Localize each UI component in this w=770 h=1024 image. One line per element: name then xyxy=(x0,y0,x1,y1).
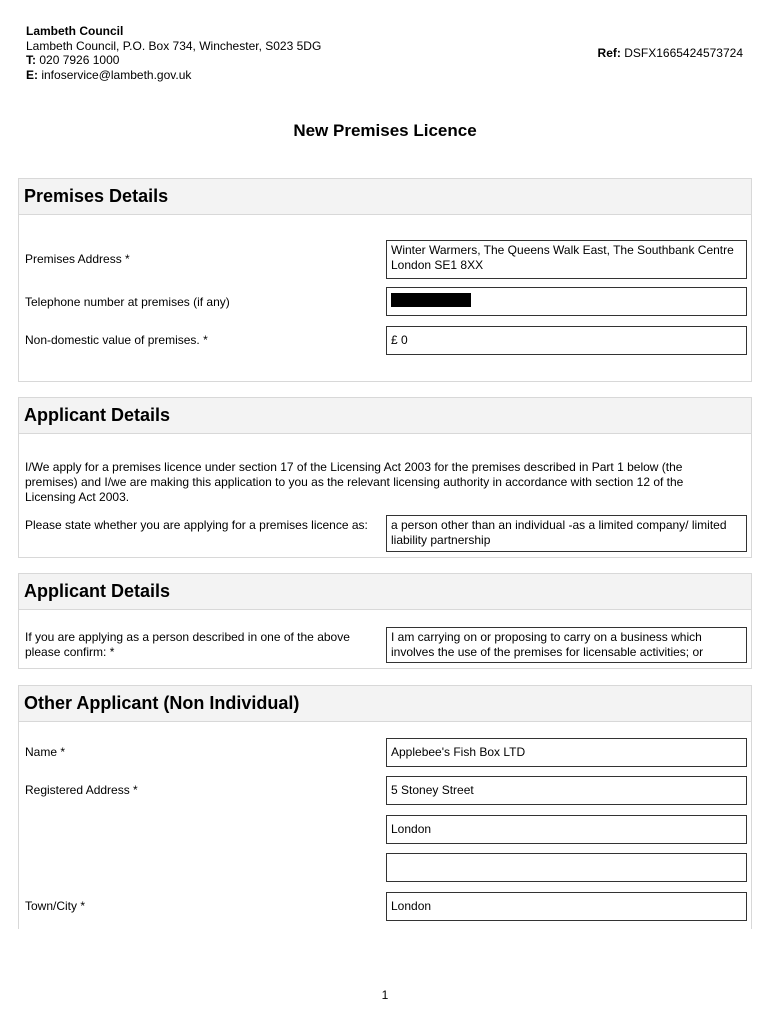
premises-phone-label: Telephone number at premises (if any) xyxy=(25,295,230,309)
section-heading: Premises Details xyxy=(19,179,751,215)
premises-address-label: Premises Address * xyxy=(25,252,130,266)
confirm-field[interactable]: I am carrying on or proposing to carry on a business which involves the use of the premises for licensable activities; or xyxy=(386,627,747,663)
premises-value-field[interactable]: £ 0 xyxy=(386,326,747,355)
other-applicant-section xyxy=(18,685,752,945)
registered-address-label: Registered Address * xyxy=(25,783,138,797)
name-label: Name * xyxy=(25,745,66,759)
council-header xyxy=(26,24,321,82)
premises-address-field[interactable]: Winter Warmers, The Queens Walk East, The Southbank Centre London SE1 8XX xyxy=(386,240,747,279)
confirm-label: If you are applying as a person described in one of the above please confirm: * xyxy=(25,630,350,659)
registered-address-line3-field[interactable] xyxy=(386,853,747,882)
ref-number: DSFX1665424573724 xyxy=(624,46,743,60)
application-intro-text: I/We apply for a premises licence under section 17 of the Licensing Act 2003 for the premises described in Part 1 below (the premises) and I/we are making this application to you as the relevant licensing authority in accordance with section 12 of the Licensing Act 2003. xyxy=(25,460,684,504)
ref-label: Ref: xyxy=(597,46,621,60)
registered-address-line2-field[interactable]: London xyxy=(386,815,747,844)
phone-label: T: xyxy=(26,53,36,67)
reference xyxy=(598,46,743,60)
page-cut xyxy=(18,929,752,949)
org-email[interactable]: infoservice@lambeth.gov.uk xyxy=(41,67,192,82)
org-name: Lambeth Council xyxy=(26,24,124,38)
registered-address-line1-field[interactable]: 5 Stoney Street xyxy=(386,776,747,805)
town-city-label: Town/City * xyxy=(25,899,86,913)
org-phone: 020 7926 1000 xyxy=(39,53,120,67)
applicant-details-section xyxy=(18,397,752,558)
applicant-details-confirm-section xyxy=(18,573,752,669)
town-city-field[interactable]: London xyxy=(386,892,747,921)
org-phone-line xyxy=(26,53,321,68)
premises-value-label: Non-domestic value of premises. * xyxy=(25,333,208,347)
page-number: 1 xyxy=(381,988,389,1002)
applying-as-label: Please state whether you are applying for a premises licence as: xyxy=(25,518,368,532)
email-label: E: xyxy=(26,67,38,82)
premises-details-section xyxy=(18,178,752,382)
applying-as-field[interactable]: a person other than an individual -as a limited company/ limited liability partnership xyxy=(386,515,747,552)
org-email-line xyxy=(26,68,321,83)
name-field[interactable]: Applebee's Fish Box LTD xyxy=(386,738,747,767)
section-heading: Applicant Details xyxy=(19,574,751,610)
document-title: New Premises Licence xyxy=(293,121,477,140)
section-heading: Applicant Details xyxy=(19,398,751,434)
section-heading: Other Applicant (Non Individual) xyxy=(19,686,751,722)
org-address: Lambeth Council, P.O. Box 734, Winchester, S023 5DG xyxy=(26,38,322,53)
premises-phone-field[interactable] xyxy=(386,287,747,316)
redaction-mark xyxy=(391,293,471,307)
